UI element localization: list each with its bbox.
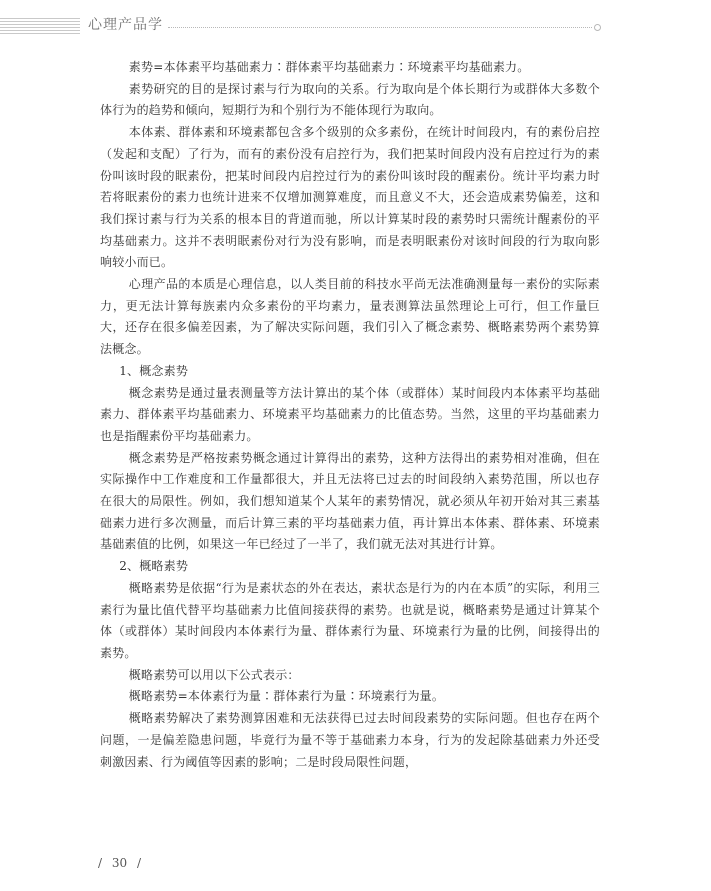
page-header	[0, 14, 711, 38]
paragraph: 概念素势是通过量表测量等方法计算出的某个体（或群体）某时间段内本体素平均基础素力、群体素平均基础素力、环境素平均基础素力的比值态势。当然，这里的平均基础素力也是指醒素份平均基础素力。	[100, 385, 600, 443]
running-head-title: 心理产品学	[88, 17, 163, 33]
section-heading-approx: 2、概略素势	[119, 559, 189, 574]
body-text	[100, 57, 600, 773]
paragraph-formula-1: 素势=本体素平均基础素力∶群体素平均基础素力∶环境素平均基础素力。	[128, 60, 530, 74]
paragraph: 概略素势是依据“行为是素状态的外在表达，素状态是行为的内在本质”的实际，利用三素行为量比值代替平均基础素力比值间接获得的素势。也就是说，概略素势是通过计算某个体（或群体）某时间段内本体素行为量、群体素行为量、环境素行为量的比例，间接得出的素势。	[100, 580, 600, 660]
paragraph-formula-2: 概略素势=本体素行为量∶群体素行为量∶环境素行为量。	[128, 689, 445, 704]
paragraph: 本体素、群体素和环境素都包含多个级别的众多素份，在统计时间段内，有的素份启控（发起和支配）了行为，而有的素份没有启控行为，我们把某时间段内没有启控过行为的素份叫该时段的眠素份，把某时间段内启控过行为的素份叫该时段的醒素份。统计平均素力时若将眠素份的素力也统计进来不仅增加测算难度，而且意义不大，还会造成素势偏差，这和我们探讨素与行为关系的根本目的背道而驰，所以计算某时段的素势时只需统计醒素份的平均基础素力。这并不表明眠素份对行为没有影响，而是表明眠素份对该时间段的行为取向影响较小而已。	[100, 125, 600, 270]
paragraph: 概略素势解决了素势测算困难和无法获得已过去时间段素势的实际问题。但也存在两个问题，一是偏差隐患问题，毕竟行为量不等于基础素力本身，行为的发起除基础素力外还受刺激因素、行为阈值等因素的影响；二是时段局限性问题，	[100, 711, 600, 769]
paragraph: 概略素势可以用以下公式表示：	[128, 667, 300, 682]
header-rule-end-circle	[594, 24, 601, 31]
paragraph: 概念素势是严格按素势概念通过计算得出的素势，这种方法得出的素势相对准确，但在实际操作中工作难度和工作量都很大，并且无法将已过去的时间段纳入素势范围，所以也存在很大的局限性。例如，我们想知道某个人某年的素势情况，就必须从年初开始对其三素基础素力进行多次测量，而后计算三素的平均基础素力值，再计算出本体素、群体素、环境素基础素值的比例，如果这一年已经过了一半了，我们就无法对其进行计算。	[100, 450, 600, 552]
page-number: / 30 /	[98, 856, 141, 870]
paragraph: 心理产品的本质是心理信息，以人类目前的科技水平尚无法准确测量每一素份的实际素力，更无法计算每族素内众多素份的平均素力，量表测算法虽然理论上可行，但工作量巨大，还存在很多偏差因素，为了解决实际问题，我们引入了概念素势、概略素势两个素势算法概念。	[100, 277, 600, 357]
header-dotted-rule	[168, 27, 592, 28]
section-heading-concept: 1、概念素势	[119, 363, 189, 378]
paragraph: 素势研究的目的是探讨素与行为取向的关系。行为取向是个体长期行为或群体大多数个体行为的趋势和倾向，短期行为和个别行为不能体现行为取向。	[100, 81, 600, 118]
header-stripes-decoration	[0, 18, 80, 34]
